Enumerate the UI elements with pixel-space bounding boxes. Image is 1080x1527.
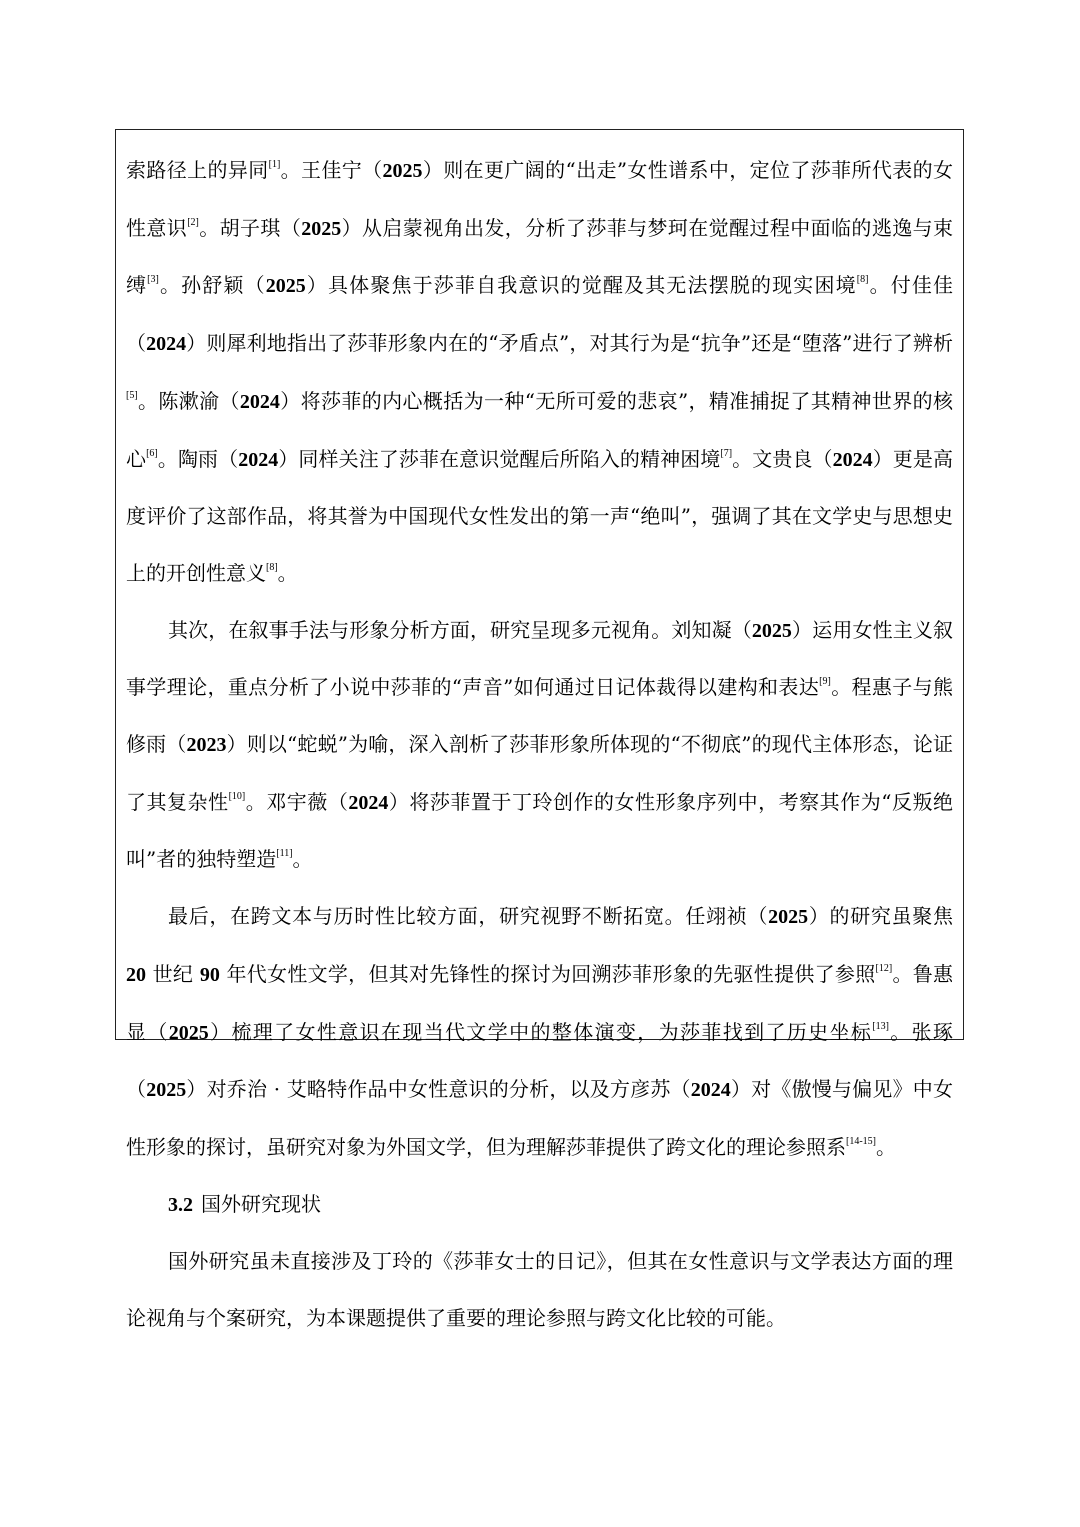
text-run: ）具体聚焦于莎菲自我意识的觉醒及其无法摆脱的现实困境 bbox=[305, 273, 857, 298]
text-run: 。陶雨（ bbox=[157, 446, 239, 471]
body-paragraph bbox=[126, 602, 953, 889]
text-run: 。付佳佳（ bbox=[126, 273, 954, 356]
text-run: ）则以“蛇蜕”为喻，深入剖析了莎菲形象所体现的“不彻底”的现代主体形态，论证了其复杂性 bbox=[126, 732, 953, 814]
year-number: 2024 bbox=[239, 390, 280, 413]
citation-marker: [6] bbox=[146, 447, 158, 459]
year-number: 90 bbox=[199, 963, 220, 986]
text-run: ）同样关注了莎菲在意识觉醒后所陷入的精神困境 bbox=[278, 446, 721, 471]
text-run: 其次，在叙事手法与形象分析方面，研究呈现多元视角。刘知凝（ bbox=[168, 617, 752, 642]
text-run: ）从启蒙视角出发，分析了莎菲与梦珂在觉醒过程中面临的逃逸与束缚 bbox=[126, 215, 954, 298]
text-run: 。 bbox=[292, 847, 313, 872]
year-number: 2024 bbox=[146, 333, 187, 356]
citation-marker: [12] bbox=[875, 962, 893, 974]
section-title: 国外研究现状 bbox=[201, 1191, 321, 1216]
year-number: 20 bbox=[126, 963, 146, 986]
citation-marker: [2] bbox=[187, 216, 199, 228]
year-number: 2024 bbox=[348, 791, 389, 814]
text-run: 国外研究虽未直接涉及丁玲的《莎菲女士的日记》，但其在女性意识与文学表达方面的理论视角与个案研究，为本课题提供了重要的理论参照与跨文化比较的可能。 bbox=[126, 1249, 953, 1331]
text-run: 。 bbox=[876, 1134, 896, 1159]
citation-marker: [9] bbox=[819, 676, 831, 688]
year-number: 2025 bbox=[168, 1021, 209, 1044]
year-number: 2023 bbox=[186, 734, 227, 757]
body-paragraph bbox=[126, 142, 953, 602]
text-run: 索路径上的异同 bbox=[126, 158, 269, 182]
text-run: ）将莎菲置于丁玲创作的女性形象序列中，考察其作为“反叛绝叫”者的独特塑造 bbox=[126, 789, 953, 872]
body-paragraph bbox=[126, 1233, 953, 1346]
body-paragraph bbox=[126, 888, 953, 1176]
text-run: 。张琢（ bbox=[126, 1019, 954, 1102]
year-number: 2025 bbox=[382, 160, 423, 182]
citation-marker: [13] bbox=[872, 1020, 889, 1032]
citation-marker: [5] bbox=[126, 389, 138, 401]
year-number: 2025 bbox=[751, 619, 792, 642]
text-run: 世纪 bbox=[146, 961, 200, 986]
content-frame bbox=[115, 129, 964, 1331]
text-run: ）的研究虽聚焦 bbox=[808, 904, 954, 929]
text-run: 。邓宇薇（ bbox=[245, 789, 349, 814]
citation-marker: [8] bbox=[266, 561, 278, 573]
text-run: ）对《傲慢与偏见》中女性形象的探讨，虽研究对象为外国文学，但为理解莎菲提供了跨文化的理论参照系 bbox=[126, 1077, 953, 1159]
text-run: ）将莎菲的内心概括为一种“无所可爱的悲哀”，精准捕捉了其精神世界的核心 bbox=[126, 388, 953, 471]
text-run: 。孙舒颖（ bbox=[158, 273, 266, 298]
text-run: ）则犀利地指出了莎菲形象内在的“矛盾点”，对其行为是“抗争”还是“堕落”进行了辨析 bbox=[186, 331, 953, 356]
citation-marker: [7] bbox=[720, 447, 733, 459]
text-run: ）则在更广阔的“出走”女性谱系中，定位了莎菲所代表的女性意识 bbox=[126, 158, 954, 240]
section-heading bbox=[126, 1176, 953, 1234]
year-number: 2024 bbox=[832, 448, 873, 471]
text-run: 。文贵良（ bbox=[732, 446, 833, 471]
citation-marker: [10] bbox=[228, 790, 246, 802]
year-number: 2025 bbox=[768, 906, 809, 929]
citation-marker: [11] bbox=[276, 848, 293, 860]
text-run: ）梳理了女性意识在现当代文学中的整体演变，为莎菲找到了历史坐标 bbox=[208, 1019, 873, 1044]
text-run: ）运用女性主义叙事学理论，重点分析了小说中莎菲的“声音”如何通过日记体裁得以建构和表达 bbox=[126, 617, 954, 700]
text-run: ）更是高度评价了这部作品，将其誉为中国现代女性发出的第一声“绝叫”，强调了其在文学史与思想史上的开创性意义 bbox=[126, 446, 953, 585]
section-number: 3.2 bbox=[168, 1193, 193, 1216]
text-run: ）对乔治 · 艾略特作品中女性意识的分析，以及方彦苏（ bbox=[186, 1077, 691, 1102]
text-run: 。陈漱渝（ bbox=[137, 388, 240, 413]
citation-marker: [1] bbox=[268, 159, 281, 170]
text-run: 。程惠子与熊修雨（ bbox=[126, 675, 954, 757]
citation-marker: [3] bbox=[147, 274, 159, 286]
year-number: 2025 bbox=[146, 1079, 187, 1102]
year-number: 2024 bbox=[238, 448, 279, 471]
text-run: 年代女性文学，但其对先锋性的探讨为回溯莎菲形象的先驱性提供了参照 bbox=[219, 961, 876, 986]
text-run: 。鲁惠显（ bbox=[126, 961, 953, 1044]
year-number: 2025 bbox=[301, 217, 342, 240]
text-run: 。胡子琪（ bbox=[198, 215, 302, 240]
text-run: 。 bbox=[277, 560, 298, 585]
year-number: 2025 bbox=[265, 275, 306, 298]
citation-marker: [14-15] bbox=[846, 1135, 876, 1147]
document-body bbox=[126, 142, 953, 1347]
text-run: 最后，在跨文本与历时性比较方面，研究视野不断拓宽。任翊祯（ bbox=[168, 904, 769, 929]
text-run: 。王佳宁（ bbox=[280, 158, 383, 182]
citation-marker: [8] bbox=[856, 274, 869, 286]
year-number: 2024 bbox=[690, 1079, 731, 1102]
